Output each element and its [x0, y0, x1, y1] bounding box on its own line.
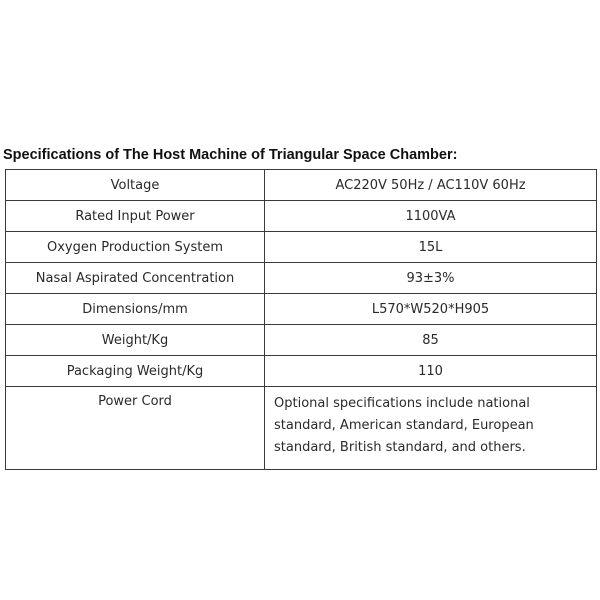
spec-row-oxygen-production-system [6, 232, 597, 263]
spec-row-packaging-weight [6, 356, 597, 387]
spec-label: Oxygen Production System [6, 232, 265, 263]
spec-label: Rated Input Power [6, 201, 265, 232]
spec-row-weight [6, 325, 597, 356]
spec-row-voltage [6, 170, 597, 201]
spec-value: 110 [265, 356, 597, 387]
spec-value: Optional specifications include national standard, American standard, European standard, British standard, and others. [265, 387, 597, 470]
spec-label: Nasal Aspirated Concentration [6, 263, 265, 294]
spec-row-power-cord [6, 387, 597, 470]
spec-row-rated-input-power [6, 201, 597, 232]
spec-value: 15L [265, 232, 597, 263]
spec-table-title: Specifications of The Host Machine of Triangular Space Chamber: [3, 147, 458, 163]
spec-value: 1100VA [265, 201, 597, 232]
spec-label: Packaging Weight/Kg [6, 356, 265, 387]
spec-row-nasal-aspirated-concentration [6, 263, 597, 294]
spec-row-dimensions [6, 294, 597, 325]
spec-value: AC220V 50Hz / AC110V 60Hz [265, 170, 597, 201]
spec-value: 93±3% [265, 263, 597, 294]
spec-label: Voltage [6, 170, 265, 201]
spec-table [5, 169, 597, 470]
spec-value: L570*W520*H905 [265, 294, 597, 325]
spec-value: 85 [265, 325, 597, 356]
spec-label: Weight/Kg [6, 325, 265, 356]
spec-label: Dimensions/mm [6, 294, 265, 325]
spec-label: Power Cord [6, 387, 265, 470]
